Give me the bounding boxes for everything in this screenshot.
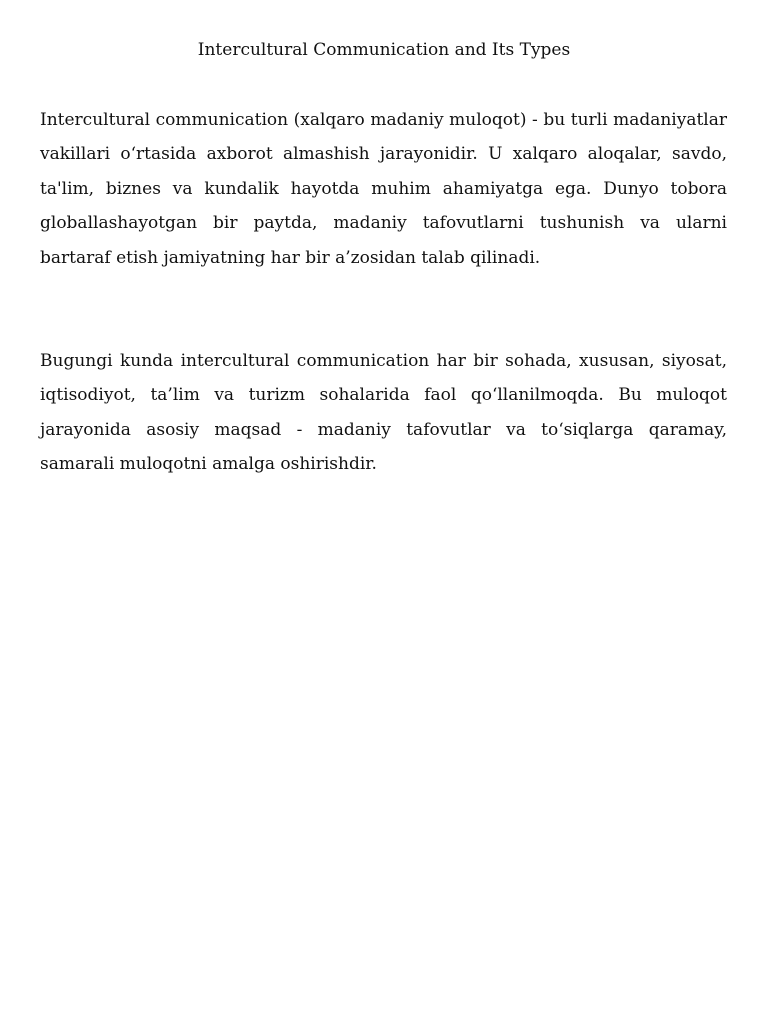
- paragraph-2: Bugungi kunda intercultural communication har bir sohada, xususan, siyosat, iqtisodiyot, ta’lim va turizm sohalarida faol qo‘llanilmoqda. Bu muloqot jarayonida asosiy maqsad - madaniy tafovutlar va to‘siqlarga qaramay, samarali muloqotni amalga oshirishdir.: [40, 351, 727, 475]
- document-title: Intercultural Communication and Its Types: [197, 40, 571, 60]
- paragraph-1: Intercultural communication (xalqaro madaniy muloqot) - bu turli madaniyatlar vakillari o‘rtasida axborot almashish jarayonidir. U xalqaro aloqalar, savdo, ta'lim, biznes va kundalik hayotda muhim ahamiyatga ega. Dunyo tobora globallashayotgan bir paytda, madaniy tafovutlarni tushunish va ularni bartaraf etish jamiyatning har bir a’zosidan talab qilinadi.: [40, 110, 727, 268]
